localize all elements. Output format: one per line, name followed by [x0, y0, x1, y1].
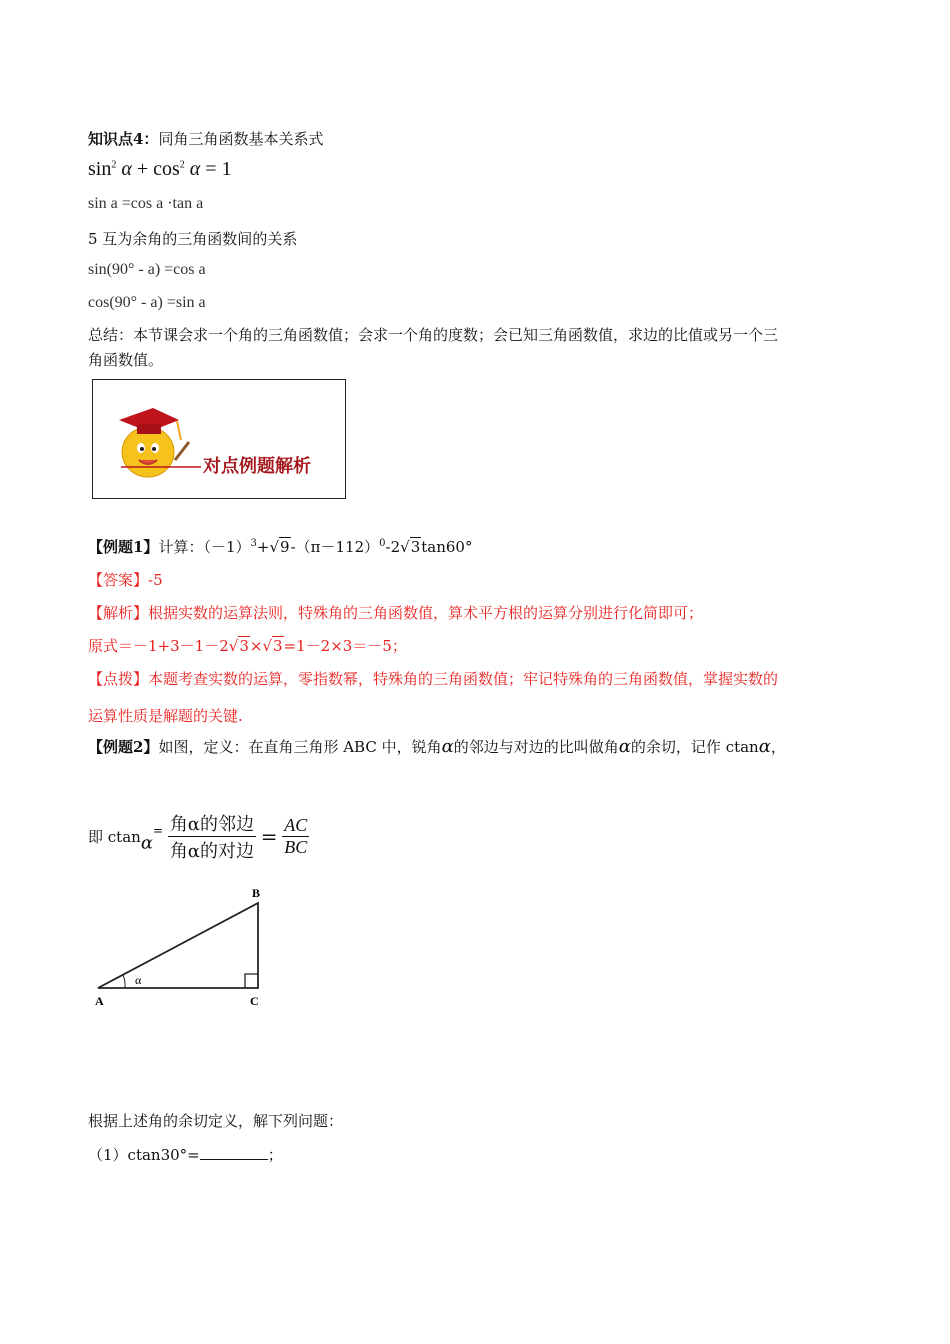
analysis-label: 【解析】 — [88, 604, 149, 622]
right-angle-marker — [245, 974, 258, 988]
cotangent-definition: 即 ctanα= $\frac{\text{角α的邻边}}{\text{角α的对边}}$ = $\frac{AC}{BC}$ — [88, 810, 309, 863]
tip-label: 【点拨】 — [88, 670, 149, 688]
banner-title: 对点例题解析 — [203, 456, 311, 477]
identity-pythagorean: $\sin^2 \alpha + \cos^2 \alpha = 1$ — [88, 158, 232, 180]
identity-quotient: sin a =cos a ·tan a — [88, 195, 204, 212]
ratio-fraction-words: $\frac{\text{角α的邻边}}{\text{角α的对边}}$ — [168, 810, 256, 863]
vertex-a-label: A — [95, 994, 104, 1008]
knowledge-title: 同角三角函数基本关系式 — [158, 130, 324, 148]
example1-label: 【例题1】 — [88, 538, 159, 556]
summary-line2: 角函数值。 — [88, 351, 164, 369]
example1-question: 【例题1】计算：$(-1)^3+√9-(\pi-112)^0-2√3\tan 60^\circ$ — [88, 538, 473, 556]
triangle-shape — [98, 903, 258, 988]
example1-tip — [88, 668, 778, 689]
answer-blank[interactable] — [200, 1145, 268, 1160]
tip-line1: 本题考查实数的运算，零指数幂，特殊角的三角函数值；牢记特殊角的三角函数值，掌握实数的 — [148, 670, 779, 688]
analysis-text: 根据实数的运算法则，特殊角的三角函数值，算术平方根的运算分别进行化简即可； — [148, 604, 704, 622]
angle-arc — [123, 975, 125, 988]
ratio-fraction-sides: $\frac{AC}{BC}$ — [284, 815, 308, 857]
example1-answer — [88, 569, 163, 590]
banner-graphic — [93, 380, 345, 498]
complement-line2: cos(90° - a) =sin a — [88, 294, 206, 311]
answer-label: 【答案】 — [88, 571, 149, 589]
example2-label: 【例题2】 — [88, 738, 159, 756]
knowledge-label: 知识点4： — [88, 130, 159, 148]
example1-tip-line2: 运算性质是解题的关键. — [88, 707, 243, 725]
right-triangle-figure — [85, 878, 275, 1010]
summary-line1: 总结：本节课会求一个角的三角函数值；会求一个角的度数；会已知三角函数值，求边的比值或另一个三 — [88, 326, 779, 344]
example-banner — [92, 379, 346, 499]
example2-question: 【例题2】如图，定义：在直角三角形 ABC 中，锐角α的邻边与对边的比叫做角α的余切，记作 ctanα， — [88, 736, 786, 757]
knowledge-heading — [88, 128, 323, 149]
example1-calculation: 原式＝－1+3－1－2√3×√3=1－2×3＝－5； — [88, 637, 407, 655]
complement-line1: sin(90° - a) =cos a — [88, 261, 206, 278]
answer-value: -5 — [148, 571, 163, 589]
complement-title: 5 互为余角的三角函数间的关系 — [88, 230, 298, 248]
sqrt-symbol: √3 — [400, 538, 421, 556]
example1-analysis — [88, 602, 703, 623]
question-1: （1）ctan30°= ； — [88, 1146, 283, 1164]
question-intro: 根据上述角的余切定义，解下列问题： — [88, 1112, 344, 1130]
vertex-b-label: B — [252, 886, 261, 900]
angle-alpha-label: α — [135, 973, 142, 987]
vertex-c-label: C — [250, 994, 259, 1008]
sqrt-symbol: √9 — [269, 538, 290, 556]
